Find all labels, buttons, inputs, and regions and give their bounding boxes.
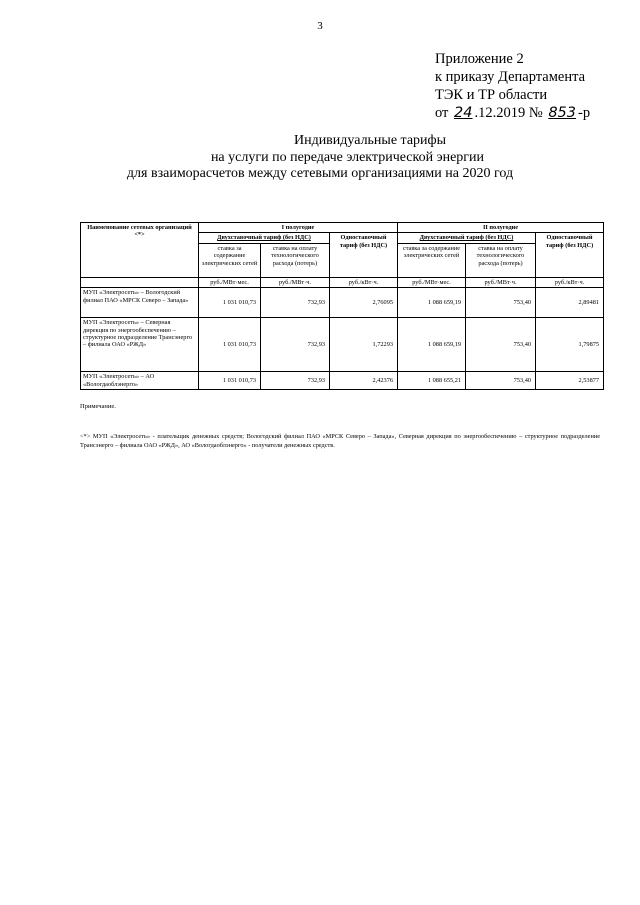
unit-losses-2: руб./МВт·ч. [466,277,536,287]
appendix-line-3: ТЭК и ТР области [435,87,548,103]
header-organization: Наименование сетевых организаций <*> [81,223,199,278]
row-h1-losses: 732,93 [261,372,330,390]
footnote: <*> МУП «Электросеть» - плательщик денежных средств; Вологодский филиал ПАО «МРСК Северо – Запада», Северная дирекция по энергообеспечению – структурное подразделение Трансэнерго – филиала ОАО «РЖД», АО «Вологдаоблэнерго» - получатели денежных средств. [80,433,600,449]
row-h1-single: 2,76095 [330,288,398,318]
title-line-2: на услуги по передаче электрической энергии [210,149,485,165]
table-row [81,318,604,372]
header-two-part-1: Двухставочный тариф (без НДС) [199,233,330,243]
page-number: 3 [317,20,323,32]
date-day-handwritten: 24 [454,105,473,121]
date-prefix: от [435,105,449,121]
header-one-part-1: Одноставочный тариф (без НДС) [330,233,398,277]
title-line-3: для взаиморасчетов между сетевыми организациями на 2020 год [126,166,514,181]
appendix-line-2: к приказу Департамента [435,69,586,85]
appendix-block [435,50,635,122]
tariff-table [80,222,604,390]
row-h1-single: 2,42376 [330,372,398,390]
row-h1-losses: 732,93 [261,288,330,318]
header-losses-2: ставка на оплату технологического расхода (потерь) [466,243,536,277]
unit-empty [81,277,199,287]
row-h1-maintenance: 1 031 010,73 [199,288,261,318]
table-row [81,372,604,390]
row-organization: МУП «Электросеть» – АО «Вологдаоблэнерго» [81,372,199,390]
header-half-2: II полугодие [398,223,604,233]
row-h2-losses: 753,40 [466,318,536,372]
row-h2-maintenance: 1 088 659,19 [398,318,466,372]
unit-single-2: руб./кВт·ч. [536,277,604,287]
unit-single-1: руб./кВт·ч. [330,277,398,287]
row-h2-single: 2,89481 [536,288,604,318]
unit-maintenance-2: руб./МВт·мес. [398,277,466,287]
header-half-1: I полугодие [199,223,398,233]
row-h2-maintenance: 1 088 659,19 [398,288,466,318]
row-organization: МУП «Электросеть» – Вологодский филиал ПАО «МРСК Северо – Запада» [81,288,199,318]
row-h1-single: 1,72293 [330,318,398,372]
header-maintenance-1: ставка за содержание электрических сетей [199,243,261,277]
order-suffix: -р [578,105,591,121]
header-maintenance-2: ставка за содержание электрических сетей [398,243,466,277]
header-one-part-2: Одноставочный тариф (без НДС) [536,233,604,277]
note-label: Примечание. [80,403,116,410]
header-two-part-2: Двухставочный тариф (без НДС) [398,233,536,243]
table-row [81,288,604,318]
row-h2-single: 1,79875 [536,318,604,372]
row-h1-maintenance: 1 031 010,73 [199,372,261,390]
row-organization: МУП «Электросеть» – Северная дирекция по энергообеспечению – структурное подразделение Трансэнерго – филиала ОАО «РЖД» [81,318,199,372]
document-title [0,133,640,183]
header-losses-1: ставка на оплату технологического расхода (потерь) [261,243,330,277]
title-line-1: Индивидуальные тарифы [293,133,447,148]
unit-row [81,277,604,287]
date-rest: .12.2019 № [474,105,543,121]
appendix-line-1: Приложение 2 [435,51,524,67]
appendix-date-line [435,104,635,122]
row-h2-losses: 753,40 [466,372,536,390]
row-h2-losses: 753,40 [466,288,536,318]
order-number-handwritten: 853 [548,105,577,121]
unit-losses-1: руб./МВт·ч. [261,277,330,287]
row-h2-maintenance: 1 088 655,21 [398,372,466,390]
row-h1-maintenance: 1 031 010,73 [199,318,261,372]
header-row-1 [81,223,604,233]
row-h1-losses: 732,93 [261,318,330,372]
unit-maintenance-1: руб./МВт·мес. [199,277,261,287]
row-h2-single: 2,53877 [536,372,604,390]
